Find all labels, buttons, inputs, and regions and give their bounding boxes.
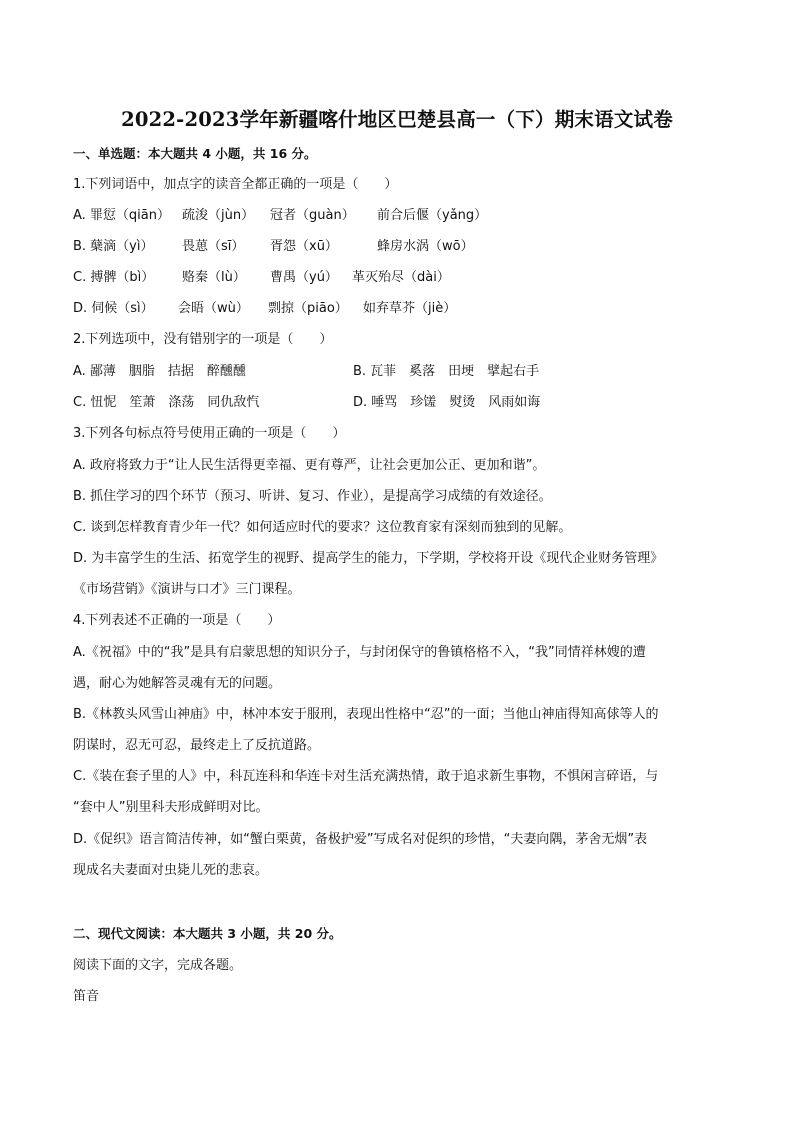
q3-option-b: B. 抓住学习的四个环节（预习、听讲、复习、作业），是提高学习成绩的有效途径。: [73, 489, 552, 504]
q3-option-d-cont: 《市场营销》《演讲与口才》三门课程。: [73, 582, 301, 597]
q3-stem: 3.下列各句标点符号使用正确的一项是（ ）: [73, 426, 346, 441]
q4-stem: 4.下列表述不正确的一项是（ ）: [73, 613, 281, 628]
q1-option-d-word: 会晤（wù）: [178, 301, 249, 316]
q4-option-c: C.《装在套子里的人》中，科瓦连科和华连卡对生活充满热情，敢于追求新生事物，不惧闲言碎语，与: [73, 769, 659, 784]
q1-option-a-word: 冠者（guàn）: [270, 208, 355, 223]
q1-option-b-word: 胥怨（xū）: [270, 239, 338, 254]
q1-option-a-word: 疏浚（jùn）: [182, 208, 255, 223]
q4-option-b-cont: 阴谋时，忍无可忍，最终走上了反抗道路。: [73, 738, 321, 753]
q3-option-c: C. 谈到怎样教育青少年一代？如何适应时代的要求？这位教育家有深刻而独到的见解。: [73, 520, 572, 535]
q1-option-b-word: 畏葸（sī）: [182, 239, 245, 254]
section-1-heading: 一、单选题：本大题共 4 小题，共 16 分。: [73, 146, 317, 161]
q1-option-c-word: 赂秦（lù）: [182, 270, 246, 285]
q4-option-a-cont: 遇，耐心为她解答灵魂有无的问题。: [73, 676, 282, 691]
q4-option-b: B.《林教头风雪山神庙》中，林冲本安于服刑，表现出性格中“忍”的一面；当他山神庙得知高俅等人的: [73, 707, 659, 722]
q1-stem: 1.下列词语中，加点字的读音全都正确的一项是（ ）: [73, 177, 398, 192]
q3-option-d: D. 为丰富学生的生活、拓宽学生的视野、提高学生的能力，下学期，学校将开设《现代企业财务管理》: [73, 551, 664, 566]
q2-option-c: C. 忸怩 笙萧 涤荡 同仇敌忾: [73, 395, 260, 410]
q4-option-d-cont: 现成名夫妻面对虫毙儿死的悲哀。: [73, 863, 269, 878]
reading-instruction: 阅读下面的文字，完成各题。: [73, 958, 243, 973]
q1-option-d: D. 伺候（sì）: [73, 301, 154, 316]
q1-option-a: A. 罪愆（qiān）: [73, 208, 170, 223]
q1-option-d-word: 如弃草芥（jiè）: [363, 301, 457, 316]
q1-option-a-word: 前合后偃（yǎng）: [377, 208, 488, 223]
q3-option-a: A. 政府将致力于“让人民生活得更幸福、更有尊严，让社会更加公正、更加和谐”。: [73, 458, 546, 473]
q1-option-c-word: 革灭殆尽（dài）: [352, 270, 450, 285]
q2-option-d: D. 唾骂 珍馐 熨烫 风雨如诲: [353, 395, 541, 410]
q1-option-d-word: 剽掠（piāo）: [268, 301, 348, 316]
q1-option-b-word: 蜂房水涡（wō）: [377, 239, 474, 254]
passage-title: 笛音: [73, 989, 100, 1004]
q1-option-c-word: 曹禺（yú）: [270, 270, 338, 285]
q4-option-c-cont: “套中人”别里科夫形成鲜明对比。: [73, 800, 269, 815]
q2-option-b: B. 瓦菲 奚落 田埂 擘起右手: [353, 364, 540, 379]
q2-option-a: A. 鄙薄 胭脂 拮据 醉醺醺: [73, 364, 246, 379]
exam-title: 2022-2023学年新疆喀什地区巴楚县高一（下）期末语文试卷: [121, 108, 673, 131]
q1-option-b: B. 蘖滴（yì）: [73, 239, 154, 254]
q1-option-c: C. 搏髀（bì）: [73, 270, 155, 285]
q2-stem: 2.下列选项中，没有错别字的一项是（ ）: [73, 332, 333, 347]
q4-option-a: A.《祝福》中的“我”是具有启蒙思想的知识分子，与封闭保守的鲁镇格格不入，“我”同情祥林嫂的遭: [73, 645, 646, 660]
q4-option-d: D.《促织》语言简洁传神，如“蟹白栗黄，备极护爱”写成名对促织的珍惜，“夫妻向隅，茅舍无烟”表: [73, 832, 648, 847]
section-2-heading: 二、现代文阅读：本大题共 3 小题，共 20 分。: [73, 926, 342, 941]
